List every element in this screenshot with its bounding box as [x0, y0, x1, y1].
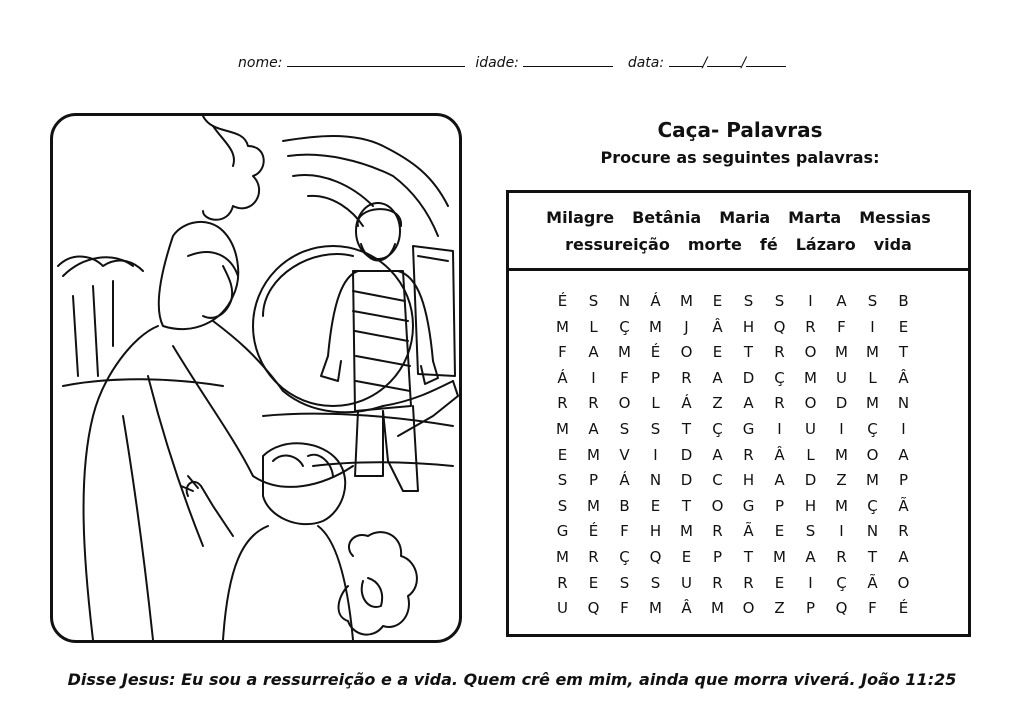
date-separator: / [741, 55, 746, 71]
grid-letter-cell[interactable]: É [898, 599, 909, 618]
word-search-box [506, 190, 971, 637]
grid-letter-cell[interactable]: T [681, 496, 692, 515]
grid-letter-cell[interactable]: D [804, 471, 817, 490]
grid-letter-cell[interactable]: D [680, 445, 693, 464]
grid-letter-cell[interactable]: P [650, 368, 661, 387]
word-bank-item: Betânia [632, 208, 702, 227]
grid-letter-cell[interactable]: Ç [619, 547, 630, 566]
grid-letter-cell[interactable]: M [835, 445, 848, 464]
grid-letter-cell[interactable]: M [556, 547, 569, 566]
grid-letter-cell[interactable]: R [712, 573, 723, 592]
grid-letter-cell[interactable]: I [808, 292, 813, 310]
grid-letter-cell[interactable]: T [743, 343, 754, 362]
grid-letter-cell[interactable]: D [680, 471, 693, 490]
grid-letter-cell[interactable]: Q [835, 599, 848, 618]
grid-letter-cell[interactable]: A [588, 419, 599, 438]
name-field[interactable] [287, 54, 465, 67]
grid-letter-cell[interactable]: O [742, 599, 755, 618]
grid-letter-cell[interactable]: T [681, 419, 692, 438]
grid-letter-cell[interactable]: R [588, 547, 599, 566]
word-bank-item: fé [759, 235, 778, 254]
grid-letter-cell[interactable]: E [898, 317, 909, 336]
word-bank-row [509, 208, 968, 227]
grid-letter-cell[interactable]: Z [836, 471, 847, 490]
grid-letter-cell[interactable]: M [804, 368, 817, 387]
grid-letter-cell[interactable]: T [867, 547, 878, 566]
page-subtitle: Procure as seguintes palavras: [600, 148, 880, 167]
word-bank-item: Milagre [546, 208, 615, 227]
grid-letter-cell[interactable]: M [618, 343, 631, 362]
grid-letter-cell[interactable]: L [589, 317, 598, 336]
grid-letter-cell[interactable]: R [774, 343, 785, 362]
grid-letter-cell[interactable]: H [804, 496, 817, 515]
grid-letter-cell[interactable]: S [619, 419, 630, 438]
grid-letter-cell[interactable]: C [712, 471, 723, 490]
grid-letter-cell[interactable]: O [618, 394, 631, 413]
grid-letter-cell[interactable]: A [712, 445, 723, 464]
grid-letter-cell[interactable]: A [836, 292, 847, 310]
grid-letter-cell[interactable]: F [558, 343, 567, 362]
word-bank-item: Maria [719, 208, 771, 227]
grid-letter-cell[interactable]: S [743, 292, 754, 310]
grid-letter-cell[interactable]: N [866, 522, 879, 541]
grid-letter-cell[interactable]: E [650, 496, 661, 515]
grid-letter-cell[interactable]: G [556, 522, 569, 541]
date-month-field[interactable] [707, 54, 741, 67]
grid-letter-cell[interactable]: A [588, 343, 599, 362]
grid-letter-cell[interactable]: B [898, 292, 909, 310]
grid-letter-cell[interactable]: E [557, 445, 568, 464]
grid-letter-cell[interactable]: M [649, 317, 662, 336]
grid-letter-cell[interactable]: Ç [619, 317, 630, 336]
word-bank-row [509, 235, 968, 254]
grid-letter-cell[interactable]: F [868, 599, 877, 618]
grid-letter-cell[interactable]: N [618, 292, 631, 310]
grid-letter-cell[interactable]: S [867, 292, 878, 310]
grid-letter-cell[interactable]: F [620, 522, 629, 541]
grid-letter-cell[interactable]: I [839, 419, 844, 438]
word-bank [509, 193, 968, 271]
coloring-illustration [50, 113, 462, 643]
grid-letter-cell[interactable]: D [742, 368, 755, 387]
grid-letter-cell[interactable]: M [866, 343, 879, 362]
grid-letter-cell[interactable]: S [557, 471, 568, 490]
grid-letter-cell[interactable]: Q [649, 547, 662, 566]
grid-letter-cell[interactable]: Z [774, 599, 785, 618]
grid-letter-cell[interactable]: M [587, 445, 600, 464]
grid-letter-cell[interactable]: M [680, 522, 693, 541]
word-bank-item: Lázaro [795, 235, 856, 254]
grid-letter-cell[interactable]: Ç [867, 419, 878, 438]
grid-letter-cell[interactable]: P [712, 547, 723, 566]
grid-letter-cell[interactable]: Â [681, 599, 692, 618]
grid-letter-cell[interactable]: M [866, 471, 879, 490]
grid-letter-cell[interactable]: H [742, 471, 755, 490]
letter-grid [547, 289, 919, 622]
grid-letter-cell[interactable]: M [556, 419, 569, 438]
word-bank-item: ressureição [565, 235, 670, 254]
grid-letter-cell[interactable]: J [684, 317, 689, 336]
grid-letter-cell[interactable]: U [805, 419, 816, 438]
grid-letter-cell[interactable]: A [712, 368, 723, 387]
grid-letter-cell[interactable]: R [557, 573, 568, 592]
grid-letter-cell[interactable]: U [681, 573, 692, 592]
grid-letter-cell[interactable]: Ç [774, 368, 785, 387]
date-label: data: [627, 55, 665, 71]
grid-letter-cell[interactable]: Á [650, 292, 661, 310]
grid-letter-cell[interactable]: E [774, 573, 785, 592]
grid-letter-cell[interactable]: E [712, 292, 723, 310]
grid-letter-cell[interactable]: M [711, 599, 724, 618]
grid-letter-cell[interactable]: O [711, 496, 724, 515]
grid-letter-cell[interactable]: N [897, 394, 910, 413]
grid-letter-cell[interactable]: M [866, 394, 879, 413]
grid-letter-cell[interactable]: O [804, 394, 817, 413]
grid-letter-cell[interactable]: P [898, 471, 909, 490]
grid-letter-cell[interactable]: I [777, 419, 782, 438]
grid-letter-cell[interactable]: S [650, 419, 661, 438]
grid-letter-cell[interactable]: V [619, 445, 630, 464]
grid-letter-cell[interactable]: F [620, 368, 629, 387]
word-bank-item: morte [687, 235, 742, 254]
grid-letter-cell[interactable]: Ç [867, 496, 878, 515]
grid-letter-cell[interactable]: R [836, 547, 847, 566]
grid-letter-cell[interactable]: Á [681, 394, 692, 413]
grid-letter-cell[interactable]: M [835, 343, 848, 362]
grid-letter-cell[interactable]: O [897, 573, 910, 592]
grid-letter-cell[interactable]: M [649, 599, 662, 618]
grid-letter-cell[interactable]: H [742, 317, 755, 336]
grid-letter-cell[interactable]: L [806, 445, 815, 464]
grid-letter-cell[interactable]: A [743, 394, 754, 413]
date-separator: / [702, 55, 708, 71]
grid-letter-cell[interactable]: E [774, 522, 785, 541]
grid-letter-cell[interactable]: Â [898, 368, 909, 387]
grid-letter-cell[interactable]: R [743, 445, 754, 464]
date-year-field[interactable] [746, 54, 786, 67]
grid-letter-cell[interactable]: E [712, 343, 723, 362]
grid-letter-cell[interactable]: O [866, 445, 879, 464]
grid-letter-cell[interactable]: Q [773, 317, 786, 336]
grid-letter-cell[interactable]: G [742, 419, 755, 438]
grid-letter-cell[interactable]: R [743, 573, 754, 592]
grid-letter-cell[interactable]: S [619, 573, 630, 592]
grid-letter-cell[interactable]: R [681, 368, 692, 387]
grid-letter-cell[interactable]: Ã [743, 522, 754, 541]
grid-letter-cell[interactable]: M [773, 547, 786, 566]
grid-letter-cell[interactable]: M [835, 496, 848, 515]
grid-letter-cell[interactable]: Á [557, 368, 568, 387]
grid-letter-cell[interactable]: Q [587, 599, 600, 618]
grid-letter-cell[interactable]: R [588, 394, 599, 413]
grid-letter-cell[interactable]: I [901, 419, 906, 438]
grid-letter-cell[interactable]: S [557, 496, 568, 515]
grid-letter-cell[interactable]: I [591, 368, 596, 387]
grid-letter-cell[interactable]: D [835, 394, 848, 413]
bible-verse: Disse Jesus: Eu sou a ressurreição e a vida. Quem crê em mim, ainda que morra viverá. João 11:25 [67, 670, 957, 689]
grid-letter-cell[interactable]: A [898, 445, 909, 464]
grid-letter-cell[interactable]: O [680, 343, 693, 362]
name-label: nome: [238, 55, 283, 71]
grid-letter-cell[interactable]: Â [774, 445, 785, 464]
jesus-lazarus-coloring-illustration-icon [53, 116, 459, 640]
grid-letter-cell[interactable]: M [556, 317, 569, 336]
grid-letter-cell[interactable]: L [868, 368, 877, 387]
grid-letter-cell[interactable]: R [712, 522, 723, 541]
grid-letter-cell[interactable]: M [680, 292, 693, 310]
grid-letter-cell[interactable]: I [839, 522, 844, 541]
grid-letter-cell[interactable]: É [650, 343, 661, 362]
grid-letter-cell[interactable]: L [651, 394, 660, 413]
grid-letter-cell[interactable]: R [805, 317, 816, 336]
grid-letter-cell[interactable]: P [774, 496, 785, 515]
word-bank-item: Marta [788, 208, 842, 227]
grid-letter-cell[interactable]: M [587, 496, 600, 515]
date-day-field[interactable] [669, 54, 703, 67]
grid-letter-cell[interactable]: A [898, 547, 909, 566]
grid-letter-cell[interactable]: É [588, 522, 599, 541]
grid-letter-cell[interactable]: Z [712, 394, 723, 413]
grid-letter-cell[interactable]: S [650, 573, 661, 592]
grid-letter-cell[interactable]: U [836, 368, 847, 387]
grid-letter-cell[interactable]: Ç [712, 419, 723, 438]
grid-letter-cell[interactable]: F [620, 599, 629, 618]
student-info-header [0, 54, 1024, 71]
grid-letter-cell[interactable]: Â [712, 317, 723, 336]
grid-letter-cell[interactable]: O [804, 343, 817, 362]
grid-letter-cell[interactable]: H [649, 522, 662, 541]
grid-letter-cell[interactable]: I [653, 445, 658, 464]
word-bank-item: Messias [859, 208, 931, 227]
grid-letter-cell[interactable]: U [557, 599, 568, 618]
grid-letter-cell[interactable]: S [805, 522, 816, 541]
grid-letter-cell[interactable]: E [681, 547, 692, 566]
age-label: idade: [475, 55, 519, 71]
page-title: Caça- Palavras [657, 118, 823, 142]
grid-letter-cell[interactable]: B [619, 496, 630, 515]
grid-letter-cell[interactable]: R [774, 394, 785, 413]
word-bank-item: vida [873, 235, 912, 254]
grid-letter-cell[interactable]: Ã [867, 573, 878, 592]
grid-letter-cell[interactable]: T [743, 547, 754, 566]
grid-letter-cell[interactable]: Ã [898, 496, 909, 515]
grid-letter-cell[interactable]: N [649, 471, 662, 490]
grid-letter-cell[interactable]: E [588, 573, 599, 592]
grid-letter-cell[interactable]: P [588, 471, 599, 490]
grid-letter-cell[interactable]: A [774, 471, 785, 490]
grid-letter-cell[interactable]: Á [619, 471, 630, 490]
grid-letter-cell[interactable]: R [557, 394, 568, 413]
grid-letter-cell[interactable]: G [742, 496, 755, 515]
grid-letter-cell[interactable]: S [774, 292, 785, 310]
grid-letter-cell[interactable]: A [805, 547, 816, 566]
grid-letter-cell[interactable]: P [805, 599, 816, 618]
grid-letter-cell[interactable]: T [898, 343, 909, 362]
grid-letter-cell[interactable]: S [588, 292, 599, 310]
age-field[interactable] [523, 54, 613, 67]
grid-letter-cell[interactable]: É [557, 292, 568, 310]
grid-letter-cell[interactable]: Ç [836, 573, 847, 592]
grid-letter-cell[interactable]: R [898, 522, 909, 541]
grid-letter-cell[interactable]: F [837, 317, 846, 336]
grid-letter-cell[interactable]: I [870, 317, 875, 336]
grid-letter-cell[interactable]: I [808, 573, 813, 592]
